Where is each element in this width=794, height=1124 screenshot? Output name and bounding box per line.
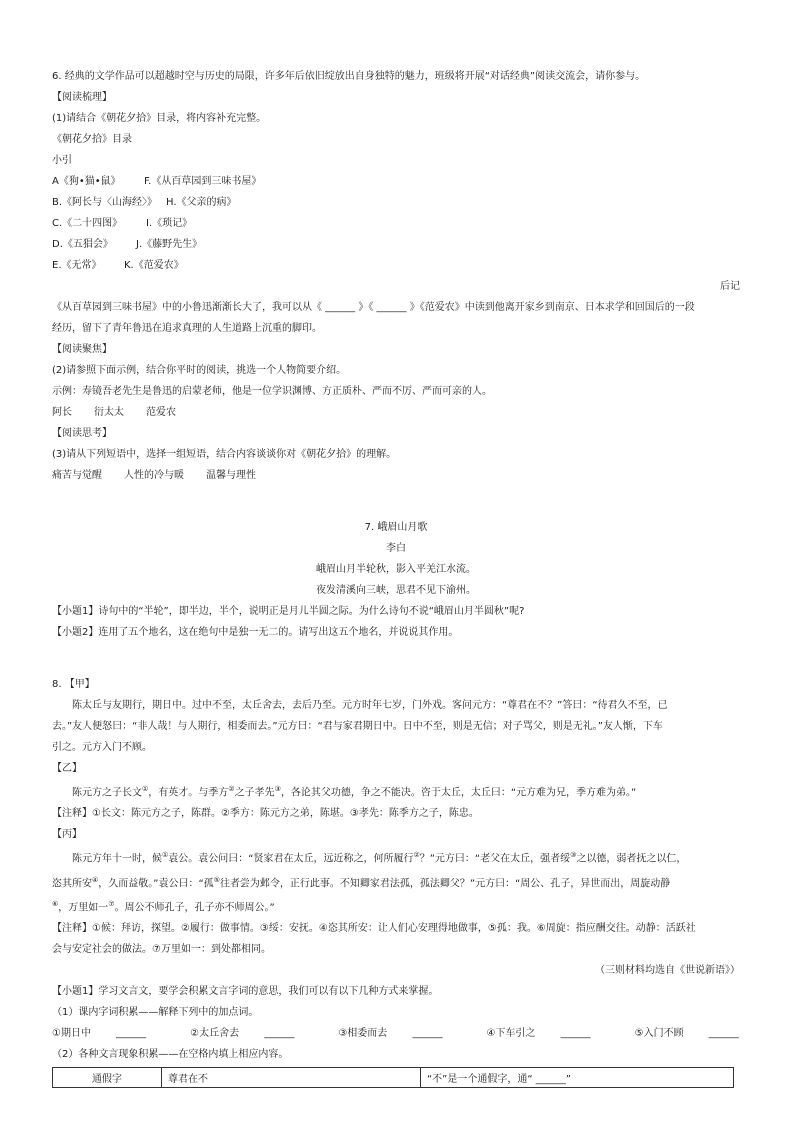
bing-annotation: 会与安定社会的做法。⑦万里如一：到处都相同。 — [52, 944, 271, 956]
toc-row — [52, 192, 740, 213]
q6-question-1: (1)请结合《朝花夕拾》目录，将内容补充完整。 — [52, 113, 267, 124]
q6-intro: 6. 经典的文学作品可以超越时空与历史的局限，许多年后依旧绽放出自身独特的魅力，班级将开展“对话经典”阅读交流会，请你参与。 — [52, 71, 646, 82]
word-item — [190, 1023, 316, 1044]
bing-text: 往者尝为邺令，正行此事。不知卿家君法孤，孤法卿父？”元方曰：“周公、孔子，异世而出，周旋动静 — [219, 877, 671, 889]
word-phrase: ①期日中 — [52, 1028, 91, 1040]
note-marker: ⑥ — [52, 899, 59, 908]
heading-yi: 【乙】 — [52, 763, 82, 774]
toc-row — [52, 234, 740, 255]
table-row — [53, 1068, 734, 1088]
word-phrase: ④下车引之 — [486, 1028, 536, 1040]
toc-item: F.《从百草园到三味书屋》 — [144, 176, 262, 187]
toc-row — [52, 171, 740, 192]
q8-subquestion-1: 【小题1】学习文言文，要学会积累文言字词的意思，我们可以有以下几种方式来掌握。 — [52, 986, 439, 998]
answer-blank[interactable]: ______ — [708, 1028, 739, 1040]
bing-text-line — [52, 870, 740, 894]
toc-row — [52, 213, 740, 234]
person-option: 阿长 — [52, 407, 72, 418]
word-explain-row — [52, 1023, 740, 1044]
note-marker: ① — [162, 851, 169, 860]
toc-item: D.《五猖会》 — [52, 239, 113, 250]
bing-text: ，久而益敬。”袁公曰：“孤 — [98, 877, 214, 889]
note-marker: ⑤ — [213, 875, 220, 884]
q8-part-2: （2）各种文言现象积累——在空格内填上相应内容。 — [52, 1049, 289, 1061]
jia-text-line: 去。”友人便怒曰：“非人哉！与人期行，相委而去。”元方曰：“君与家君期日中。日中不至，则是无信；对子骂父，则是无礼。”友人惭，下车 — [52, 721, 663, 732]
note-marker: ① — [142, 785, 149, 793]
phenomena-table — [52, 1067, 734, 1088]
phrase-option: 人性的冷与暖 — [124, 470, 184, 481]
q8-heading-jia: 8. 【甲】 — [52, 679, 95, 690]
poem-line: 夜发清溪向三峡，思君不见下渝州。 — [316, 585, 476, 596]
table-cell: 尊君在不 — [162, 1068, 421, 1088]
note-marker: ② — [228, 785, 235, 793]
bing-text: ？”元方曰：“老父在太丘，强者绥 — [419, 853, 571, 865]
toc-item: I.《琐记》 — [146, 218, 193, 229]
toc-row — [52, 255, 740, 276]
toc-afterword: 后记 — [720, 281, 740, 292]
q6-example: 示例：寿镜吾老先生是鲁迅的启蒙老师，他是一位学识渊博、方正质朴、严而不厉、严而可亲的人。 — [52, 386, 492, 397]
note-marker: ④ — [92, 875, 99, 884]
heading-bing: 【丙】 — [52, 829, 82, 841]
toc-list — [52, 171, 740, 276]
bing-text: 袁公。袁公问曰：“贤家君在太丘，远近称之，何所履行 — [168, 853, 414, 865]
bing-text: ，万里如一 — [58, 902, 109, 914]
q6-fill-blank-line-1: 《从百草园到三味书屋》中的小鲁迅渐渐长大了，我可以从《 ______ 》《 ______ 》《范爱农》中读到他离开家乡到南京、日本求学和回国后的一段 — [52, 302, 695, 313]
answer-blank[interactable]: ______ — [412, 1028, 443, 1040]
note-marker: ⑦ — [108, 899, 115, 908]
yi-text: 陈元方之子长文 — [72, 787, 142, 799]
word-phrase: ⑤入门不顾 — [634, 1028, 684, 1040]
note-marker: ③ — [274, 785, 281, 793]
poem-title: 7. 峨眉山月歌 — [364, 522, 428, 533]
phrase-options — [52, 465, 740, 486]
person-option: 范爱农 — [146, 407, 176, 418]
toc-item: E.《无常》 — [52, 260, 102, 271]
phrase-option: 温馨与理性 — [206, 470, 256, 481]
yi-text: ，各论其父功德，争之不能决。咨于太丘，太丘曰：“元方难为兄，季方难为弟。” — [280, 787, 637, 799]
answer-blank[interactable]: ______ — [264, 1028, 295, 1040]
book-toc-title: 《朝花夕拾》目录 — [52, 134, 132, 145]
source-note: （三则材料均选自《世说新语》） — [595, 965, 740, 977]
q6-section-reading-sort: 【阅读梳理】 — [52, 92, 112, 103]
word-phrase: ②太丘舍去 — [190, 1028, 240, 1040]
toc-item: H.《父亲的病》 — [166, 197, 237, 208]
q6-question-2: (2)请参照下面示例，结合你平时的阅读，挑选一个人物简要介绍。 — [52, 365, 347, 376]
yi-annotation: 【注释】①长文：陈元方之子，陈群。②季方：陈元方之弟，陈堪。③孝先：陈季方之子，陈忠。 — [52, 808, 479, 820]
note-marker: ③ — [570, 851, 577, 860]
answer-blank[interactable]: ______ — [116, 1028, 147, 1040]
q6-question-3: (3)请从下列短语中，选择一组短语，结合内容谈谈你对《朝花夕拾》的理解。 — [52, 449, 397, 460]
word-item — [338, 1023, 464, 1044]
bing-text: 陈元方年十一时，候 — [72, 853, 162, 865]
table-cell: 通假字 — [53, 1068, 162, 1088]
toc-item: A《狗•猫•鼠》 — [52, 176, 121, 187]
yi-text: 之子孝先 — [234, 787, 275, 799]
toc-item: J.《藤野先生》 — [136, 239, 203, 250]
q6-section-reading-thinking: 【阅读思考】 — [52, 428, 112, 439]
bing-annotation: 【注释】①候：拜访，探望。②履行：做事情。③绥：安抚。④恣其所安：让人们心安理得地做事，⑤孤：我。⑥周旋：指应酬交往。动静：活跃社 — [52, 923, 696, 935]
answer-blank[interactable]: ______ — [560, 1028, 591, 1040]
document-page — [52, 66, 740, 1088]
bing-text: 。周公不师孔子，孔子亦不师周公。” — [114, 902, 275, 914]
q7-subquestion-2: 【小题2】连用了五个地名，这在绝句中是独一无二的。请写出这五个地名，并说说其作用。 — [52, 627, 459, 638]
jia-text-line: 引之。元方入门不顾。 — [52, 742, 152, 753]
toc-item: K.《范爱农》 — [124, 260, 184, 271]
word-phrase: ③相委而去 — [338, 1028, 388, 1040]
q8-part-1: （1）课内字词积累——解释下列中的加点词。 — [52, 1007, 259, 1019]
word-item — [486, 1023, 612, 1044]
q6-section-reading-focus: 【阅读聚焦】 — [52, 344, 112, 355]
word-item — [52, 1023, 168, 1044]
bing-text-line — [52, 894, 740, 918]
bing-text: 恣其所安 — [52, 877, 92, 889]
toc-preface: 小引 — [52, 155, 72, 166]
toc-item: B.《阿长与〈山海经〉》 — [52, 197, 158, 208]
people-options — [52, 402, 740, 423]
jia-text-line: 陈太丘与友期行，期日中。过中不至，太丘舍去，去后乃至。元方时年七岁，门外戏。客问元方：“尊君在不？”答曰：“待君久不至，已 — [72, 700, 668, 711]
word-item — [635, 1023, 761, 1044]
bing-text-line — [52, 845, 740, 869]
poem-line: 峨眉山月半轮秋，影入平羌江水流。 — [316, 564, 476, 575]
person-option: 衍太太 — [94, 407, 124, 418]
poem-author: 李白 — [386, 543, 406, 554]
note-marker: ② — [413, 851, 420, 860]
table-cell-answer[interactable]: “不”是一个通假字，通“ ______” — [421, 1068, 734, 1088]
yi-text: ，有英才。与季方 — [148, 787, 229, 799]
yi-text-line — [52, 779, 740, 803]
phrase-option: 痛苦与觉醒 — [52, 470, 102, 481]
q6-fill-blank-line-2: 经历，留下了青年鲁迅在追求真理的人生道路上沉重的脚印。 — [52, 323, 322, 334]
bing-text: 之以德，弱者抚之以仁， — [576, 853, 687, 865]
toc-item: C.《二十四图》 — [52, 218, 123, 229]
q7-subquestion-1: 【小题1】诗句中的“半轮”，即半边，半个，说明正是月儿半圆之际。为什么诗句不说“峨眉山月半圆秋”呢? — [52, 606, 525, 617]
